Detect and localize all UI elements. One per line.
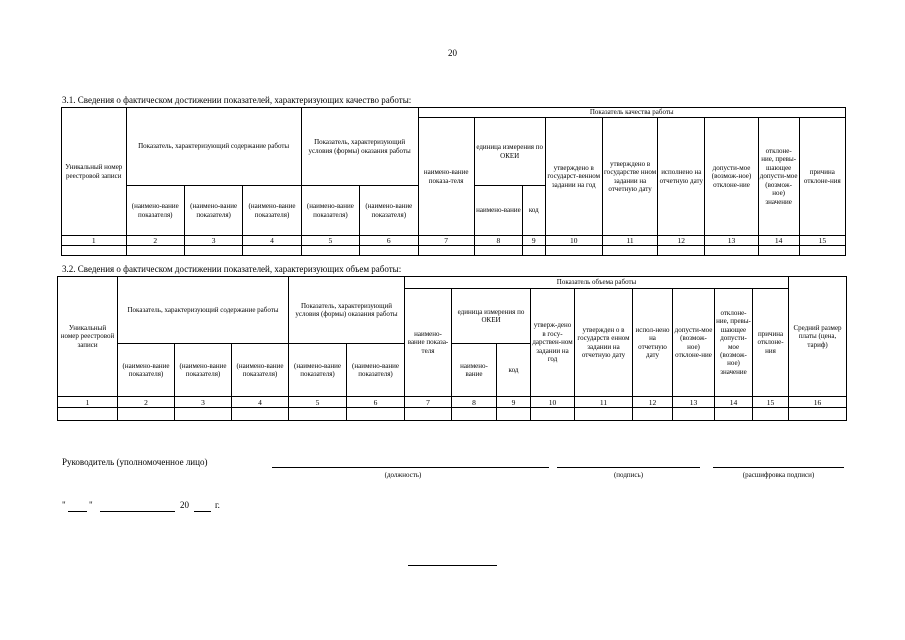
t1-colnum: 14 bbox=[758, 236, 799, 246]
t2-head-unique: Уникальный номер реестровой записи bbox=[58, 277, 118, 397]
date-year-prefix: 20 bbox=[180, 500, 189, 510]
t2-head-approved-date: утвержден о в государств енном задании на отчетную дату bbox=[575, 289, 633, 397]
date-year-field[interactable] bbox=[194, 511, 211, 512]
t2-colnum: 6 bbox=[347, 397, 405, 408]
t1-colnum: 3 bbox=[184, 236, 242, 246]
t1-head-exceeding: отклоне-ние, превы-шающее допусти-мое (возмож-ное) значение bbox=[758, 118, 799, 236]
footnote-separator bbox=[408, 565, 497, 566]
t1-colnum: 10 bbox=[545, 236, 602, 246]
t1-head-unit: единица измерения по ОКЕИ bbox=[474, 118, 545, 186]
t1-colnum: 11 bbox=[602, 236, 657, 246]
t2-head-approved-year: утверж-дено в госу-дарствен-ном задании на год bbox=[531, 289, 575, 397]
t2-sub-conditions-2: (наимено-вание показателя) bbox=[347, 344, 405, 397]
t1-colnum: 15 bbox=[799, 236, 845, 246]
t1-colnum: 12 bbox=[658, 236, 705, 246]
t1-head-quality: Показатель качества работы bbox=[418, 108, 846, 118]
t2-head-conditions: Показатель, характеризующий условия (формы) оказания работы bbox=[289, 277, 405, 344]
t2-colnum: 7 bbox=[405, 397, 452, 408]
t1-sub-content-3: (наимено-вание показателя) bbox=[243, 186, 301, 236]
date-day-field[interactable] bbox=[68, 511, 87, 512]
t2-empty-row bbox=[58, 408, 847, 421]
t2-head-unit: единица измерения по ОКЕИ bbox=[452, 289, 531, 344]
t2-sub-content-3: (наимено-вание показателя) bbox=[232, 344, 289, 397]
t1-head-indicator-name: наимено-вание показа-теля bbox=[418, 118, 474, 236]
t1-sub-content-2: (наимено-вание показателя) bbox=[184, 186, 242, 236]
quality-table bbox=[61, 107, 846, 256]
t1-head-approved-year: утверждено в государст-венном задании на год bbox=[545, 118, 602, 236]
t2-colnum: 13 bbox=[673, 397, 715, 408]
t2-colnum: 16 bbox=[789, 397, 847, 408]
t1-colnum: 4 bbox=[243, 236, 301, 246]
t1-sub-conditions-2: (наимено-вание показателя) bbox=[360, 186, 418, 236]
t2-colnum: 12 bbox=[633, 397, 673, 408]
decoding-line[interactable] bbox=[713, 467, 844, 468]
t1-colnum: 7 bbox=[418, 236, 474, 246]
t1-head-content: Показатель, характеризующий содержание работы bbox=[126, 108, 301, 186]
t2-colnum: 8 bbox=[452, 397, 497, 408]
t2-colnum: 1 bbox=[58, 397, 118, 408]
t1-head-unit-code: код bbox=[523, 186, 546, 236]
volume-table bbox=[57, 276, 847, 421]
t1-colnum: 1 bbox=[62, 236, 127, 246]
t2-colnum: 14 bbox=[715, 397, 753, 408]
t2-sub-conditions-1: (наимено-вание показателя) bbox=[289, 344, 347, 397]
t2-head-indicator-name: наимено-вание показа-теля bbox=[405, 289, 452, 397]
t2-head-exceeding: отклоне-ние, превы-шающее допусти-мое (возмож-ное) значение bbox=[715, 289, 753, 397]
t2-head-reason: причина отклоне-ния bbox=[753, 289, 789, 397]
t2-head-allowed: допусти-мое (возмож-ное) отклоне-ние bbox=[673, 289, 715, 397]
date-month-field[interactable] bbox=[100, 511, 175, 512]
t2-head-unit-name: наимено-вание bbox=[452, 344, 497, 397]
t1-head-unique: Уникальный номер реестровой записи bbox=[62, 108, 127, 236]
t1-head-conditions: Показатель, характеризующий условия (формы) оказания работы bbox=[301, 108, 418, 186]
t2-colnum: 15 bbox=[753, 397, 789, 408]
t1-head-unit-name: наимено-вание bbox=[474, 186, 522, 236]
t1-sub-content-1: (наимено-вание показателя) bbox=[126, 186, 184, 236]
t1-colnum: 13 bbox=[705, 236, 758, 246]
position-caption: (должность) bbox=[384, 471, 422, 479]
t2-colnum: 9 bbox=[497, 397, 531, 408]
date-open-quote: " bbox=[62, 500, 66, 510]
t1-head-reason: причина отклоне-ния bbox=[799, 118, 845, 236]
t1-head-done: исполнено на отчетную дату bbox=[658, 118, 705, 236]
t2-colnum: 11 bbox=[575, 397, 633, 408]
t1-colnum: 2 bbox=[126, 236, 184, 246]
t2-head-content: Показатель, характеризующий содержание работы bbox=[118, 277, 289, 344]
t2-sub-content-1: (наимено-вание показателя) bbox=[118, 344, 175, 397]
decoding-caption: (расшифровка подписи) bbox=[742, 471, 815, 479]
date-year-suffix: г. bbox=[215, 500, 220, 510]
t1-colnum: 5 bbox=[301, 236, 359, 246]
head-label: Руководитель (уполномоченное лицо) bbox=[62, 457, 208, 467]
t2-head-done: испол-нено на отчетную дату bbox=[633, 289, 673, 397]
t2-colnum: 10 bbox=[531, 397, 575, 408]
section-3-2-title: 3.2. Сведения о фактическом достижении показателей, характеризующих объем работы: bbox=[62, 264, 402, 274]
t2-head-volume: Показатель объема работы bbox=[405, 277, 789, 289]
t2-sub-content-2: (наимено-вание показателя) bbox=[175, 344, 232, 397]
page-number: 20 bbox=[448, 48, 457, 58]
t1-colnum: 8 bbox=[474, 236, 522, 246]
t2-colnum: 5 bbox=[289, 397, 347, 408]
position-line[interactable] bbox=[272, 467, 549, 468]
t2-colnum: 4 bbox=[232, 397, 289, 408]
t2-colnum: 2 bbox=[118, 397, 175, 408]
t1-colnum: 9 bbox=[523, 236, 546, 246]
t1-sub-conditions-1: (наимено-вание показателя) bbox=[301, 186, 359, 236]
t1-head-allowed: допусти-мое (возмож-ное) отклоне-ние bbox=[705, 118, 758, 236]
signature-caption: (подпись) bbox=[613, 471, 644, 479]
signature-line[interactable] bbox=[557, 467, 700, 468]
t1-colnum: 6 bbox=[360, 236, 418, 246]
t1-head-approved-date: утверждено в государстве нном задании на отчетную дату bbox=[602, 118, 657, 236]
t2-head-unit-code: код bbox=[497, 344, 531, 397]
section-3-1-title: 3.1. Сведения о фактическом достижении показателей, характеризующих качество работы: bbox=[62, 95, 412, 105]
t2-head-price: Средний размер платы (цена, тариф) bbox=[789, 277, 847, 397]
t2-colnum: 3 bbox=[175, 397, 232, 408]
t1-empty-row bbox=[62, 246, 846, 256]
date-close-quote: " bbox=[89, 500, 93, 510]
